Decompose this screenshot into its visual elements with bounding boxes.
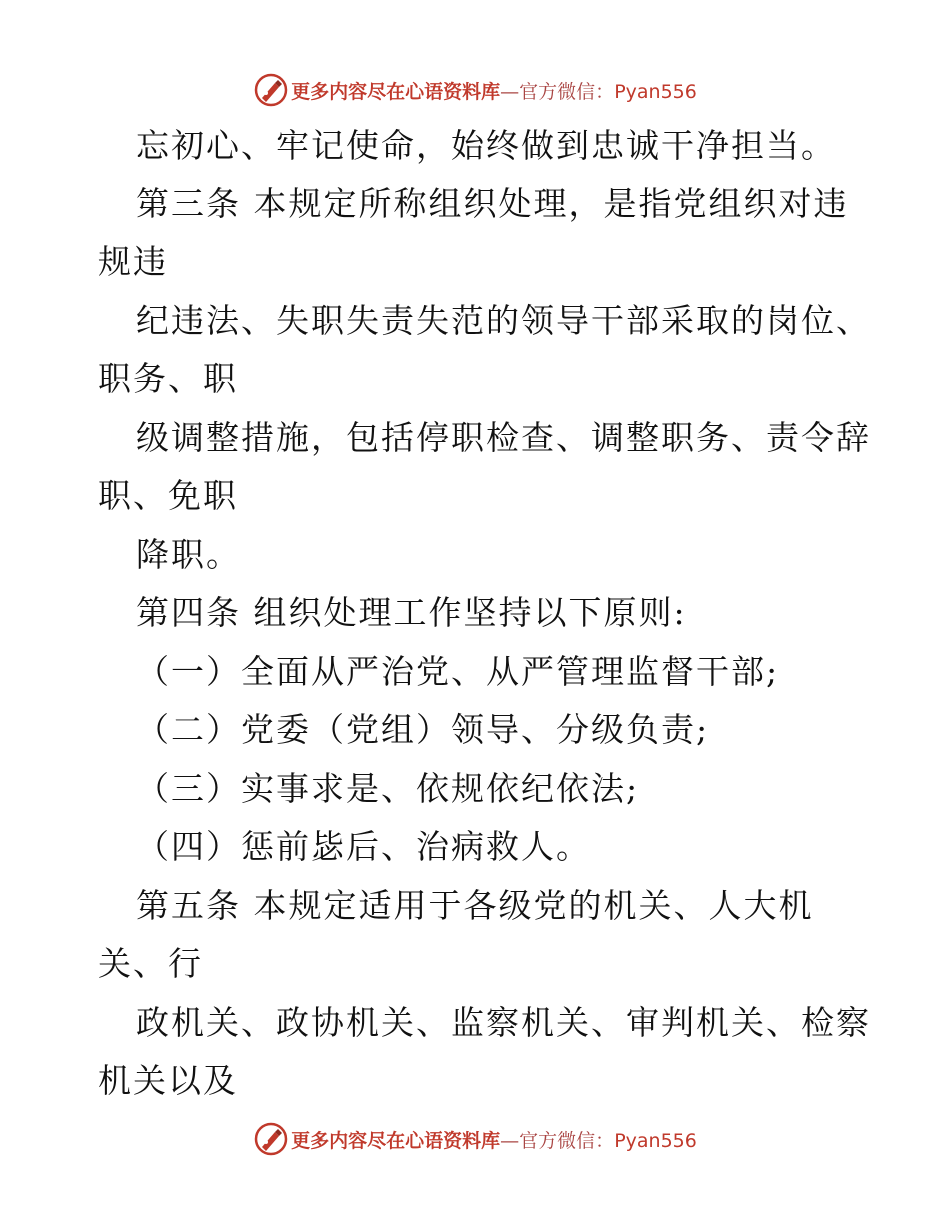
- text-line: 降职。: [136, 535, 241, 574]
- text-line: 第四条 组织处理工作坚持以下原则:: [136, 593, 687, 632]
- text-line: 纪违法、失职失责失范的领导干部采取的岗位、: [136, 301, 871, 340]
- text-line: 级调整措施，包括停职检查、调整职务、责令辞: [136, 418, 871, 457]
- text-line: 机关以及: [98, 1061, 238, 1100]
- text-line: 第五条 本规定适用于各级党的机关、人大机: [136, 886, 814, 925]
- header-watermark: [0, 72, 950, 108]
- pen-logo-icon: [253, 72, 289, 108]
- text-line: 政机关、政协机关、监察机关、审判机关、检察: [136, 1003, 871, 1042]
- text-line: （三）实事求是、依规依纪依法;: [136, 769, 640, 808]
- footer-watermark: [0, 1121, 950, 1157]
- text-line: （一）全面从严治党、从严管理监督干部;: [136, 652, 780, 691]
- text-line: 忘初心、牢记使命，始终做到忠诚干净担当。: [136, 126, 836, 165]
- text-line: 职务、职: [98, 359, 238, 398]
- watermark-text: 更多内容尽在心语资料库—官方微信：Pyan556: [291, 80, 697, 103]
- text-line: 职、免职: [98, 476, 238, 515]
- watermark-text: 更多内容尽在心语资料库—官方微信：Pyan556: [291, 1129, 697, 1152]
- text-line: 第三条 本规定所称组织处理，是指党组织对违: [136, 184, 849, 223]
- text-line: 关、行: [98, 944, 203, 983]
- text-line: 规违: [98, 242, 168, 281]
- text-line: （二）党委（党组）领导、分级负责;: [136, 710, 710, 749]
- text-line: （四）惩前毖后、治病救人。: [136, 827, 591, 866]
- pen-logo-icon: [253, 1121, 289, 1157]
